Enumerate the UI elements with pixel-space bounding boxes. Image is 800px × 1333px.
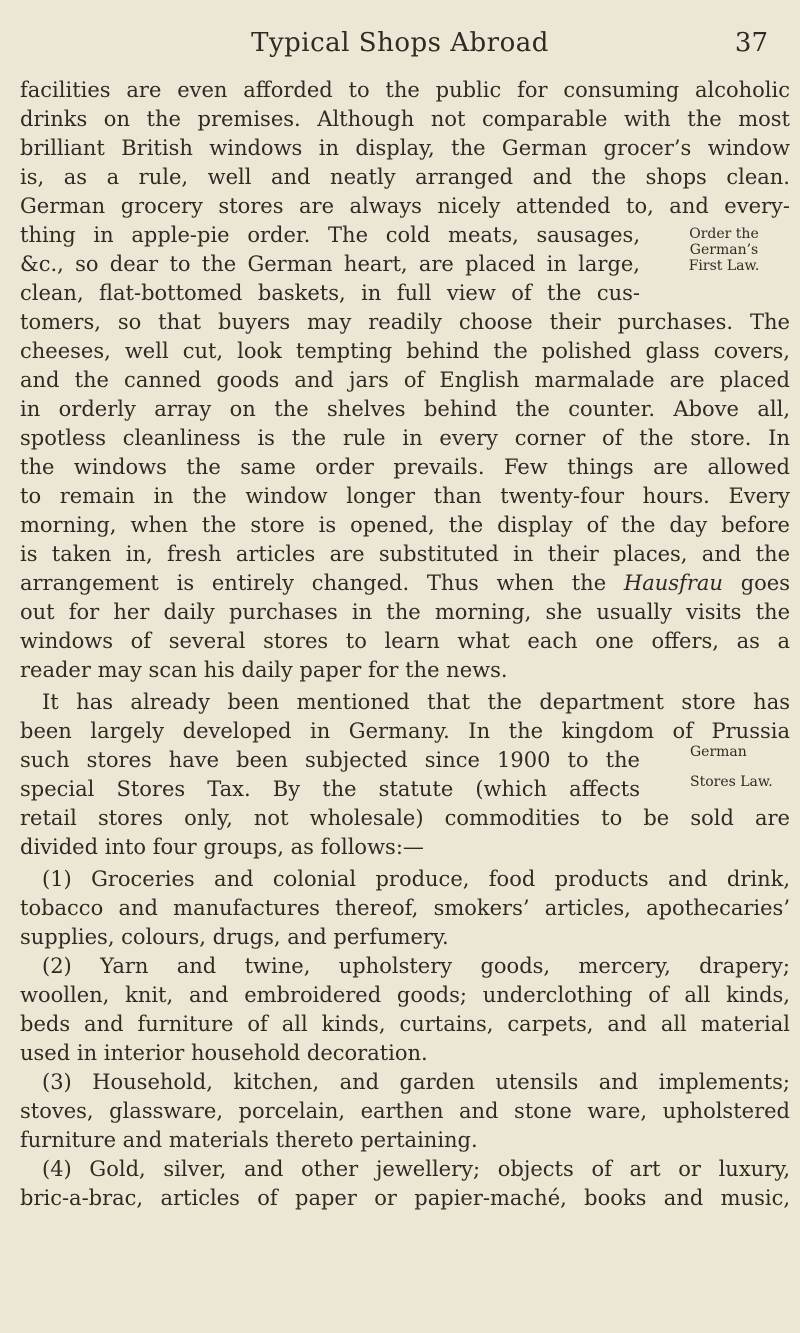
side-note-line: Order the [689, 226, 759, 242]
text-line: spotless cleanliness is the rule in every corner of the store. In [20, 426, 790, 450]
page-number: 37 [734, 28, 768, 58]
text-line: &c., so dear to the German heart, are placed in large, [20, 252, 640, 276]
text-line: furniture and materials thereto pertaining. [20, 1128, 478, 1152]
text-line: woollen, knit, and embroidered goods; underclothing of all kinds, [20, 983, 790, 1007]
text-line: supplies, colours, drugs, and perfumery. [20, 925, 449, 949]
running-title: Typical Shops Abroad [251, 28, 549, 58]
text-line: in orderly array on the shelves behind the counter. Above all, [20, 397, 790, 421]
text-line: It has already been mentioned that the department store has [42, 690, 790, 714]
text-line: reader may scan his daily paper for the news. [20, 658, 508, 682]
text-line: cheeses, well cut, look tempting behind the polished glass covers, [20, 339, 790, 363]
text-line: thing in apple-pie order. The cold meats, sausages, [20, 223, 640, 247]
text-line: retail stores only, not wholesale) commodities to be sold are [20, 806, 790, 830]
side-note-line: Stores Law. [690, 774, 773, 790]
side-note-line: First Law. [688, 258, 760, 274]
text-line: to remain in the window longer than twenty-four hours. Every [20, 484, 790, 508]
text-line: the windows the same order prevails. Few things are allowed [20, 455, 790, 479]
list-item: (2) Yarn and twine, upholstery goods, mercery, drapery; [42, 954, 790, 978]
text-line: out for her daily purchases in the morning, she usually visits the [20, 600, 790, 624]
text-line: bric-a-brac, articles of paper or papier-maché, books and music, [20, 1186, 790, 1210]
text-line: is taken in, fresh articles are substituted in their places, and the [20, 542, 790, 566]
side-note-line: German [690, 744, 747, 760]
text-line: tomers, so that buyers may readily choose their purchases. The [20, 310, 790, 334]
side-note-german-stores [690, 744, 794, 790]
text-line: brilliant British windows in display, the German grocer’s window [20, 136, 790, 160]
text-line: facilities are even afforded to the public for consuming alcoholic [20, 78, 790, 102]
text-line: German grocery stores are always nicely attended to, and every- [20, 194, 790, 218]
list-item: (3) Household, kitchen, and garden utensils and implements; [42, 1070, 790, 1094]
text-line: divided into four groups, as follows:— [20, 835, 424, 859]
page-header [0, 28, 800, 68]
text-line: such stores have been subjected since 1900 to the [20, 748, 640, 772]
text-line: and the canned goods and jars of English marmalade are placed [20, 368, 790, 392]
text-line [20, 569, 790, 598]
text-line: clean, flat-bottomed baskets, in full view of the cus- [20, 281, 640, 305]
text-line: tobacco and manufactures thereof, smokers’ articles, apothecaries’ [20, 896, 790, 920]
text-line: been largely developed in Germany. In the kingdom of Prussia [20, 719, 790, 743]
side-note-order [656, 226, 792, 274]
text-line: morning, when the store is opened, the display of the day before [20, 513, 790, 537]
list-item: (4) Gold, silver, and other jewellery; objects of art or luxury, [42, 1157, 790, 1181]
text-line: stoves, glassware, porcelain, earthen and stone ware, upholstered [20, 1099, 790, 1123]
text-line: special Stores Tax. By the statute (which affects [20, 777, 640, 801]
text-segment: arrangement is entirely changed. Thus when the [20, 571, 624, 595]
text-line: is, as a rule, well and neatly arranged and the shops clean. [20, 165, 790, 189]
side-note-line: German’s [689, 242, 759, 258]
text-line: windows of several stores to learn what each one offers, as a [20, 629, 790, 653]
emphasis-hausfrau: Hausfrau [623, 571, 723, 595]
text-line: used in interior household decoration. [20, 1041, 428, 1065]
list-item: (1) Groceries and colonial produce, food products and drink, [42, 867, 790, 891]
text-line: drinks on the premises. Although not comparable with the most [20, 107, 790, 131]
text-segment: goes [722, 571, 790, 595]
text-line: beds and furniture of all kinds, curtains, carpets, and all material [20, 1012, 790, 1036]
